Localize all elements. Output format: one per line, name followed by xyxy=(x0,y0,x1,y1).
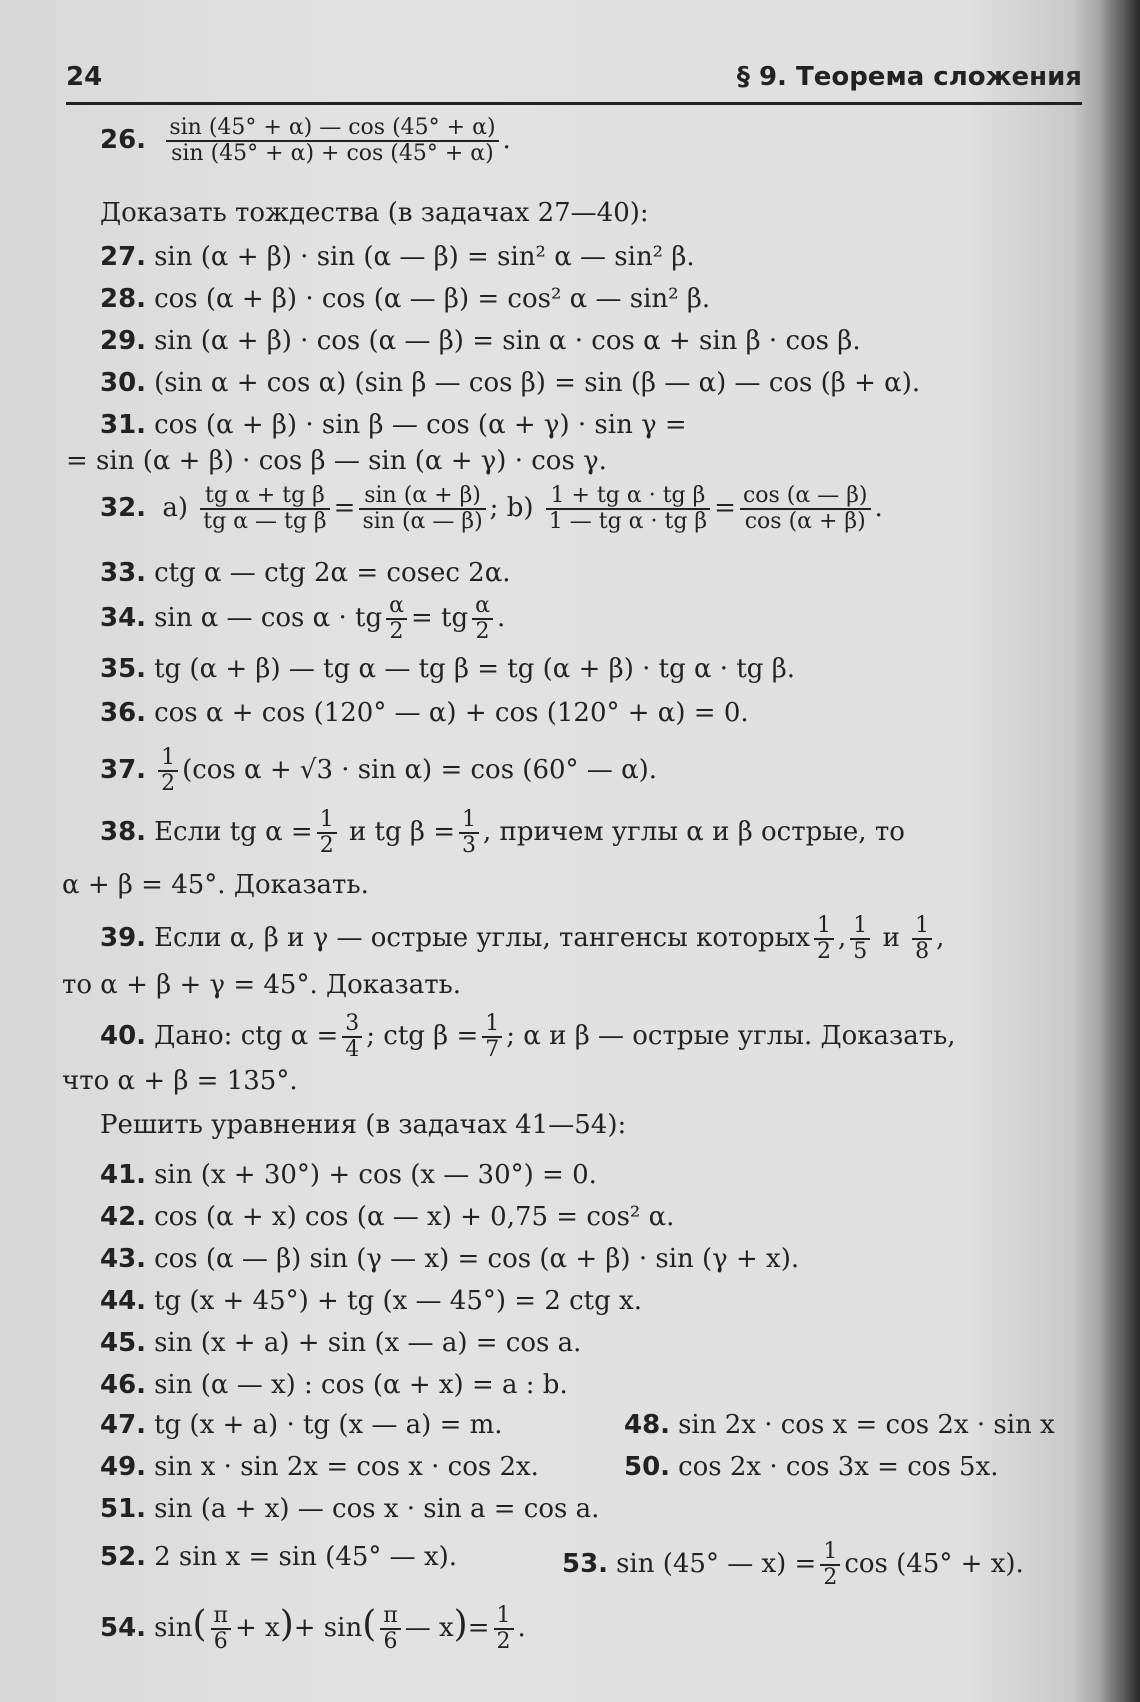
fraction: $\frac{1}{5}$ xyxy=(850,914,870,964)
problem-40-continued: что α + β = 135°. xyxy=(62,1066,298,1096)
page-header xyxy=(66,62,1082,105)
fraction: $\frac{3}{4}$ xyxy=(342,1012,362,1062)
problem-36: 36. cos α + cos (120° — α) + cos (120° + α) = 0. xyxy=(100,698,749,728)
problem-27: 27. sin (α + β) · sin (α — β) = sin² α — sin² β. xyxy=(100,242,695,272)
fraction: $\frac{1}{2}$ xyxy=(814,914,834,964)
page-spine-shadow xyxy=(1100,0,1140,1702)
problem-39: 39. Если α, β и γ — острые углы, тангенсы которых $\frac{1}{2}$ , $\frac{1}{5}$ и $\frac{1}{8}$ , xyxy=(100,913,945,964)
fraction: $\frac{\pi}{6}$ xyxy=(211,1604,231,1654)
fraction: $\frac{1}{8}$ xyxy=(912,914,932,964)
fraction: $\frac{\sin (\alpha + \beta)}{\sin (\alpha — \beta)}$ xyxy=(359,484,485,534)
problem-51: 51. sin (a + x) — cos x · sin a = cos a. xyxy=(100,1494,600,1524)
fraction: $\frac{1}{2}$ xyxy=(317,808,337,858)
intro-equations: Решить уравнения (в задачах 41—54): xyxy=(100,1110,627,1140)
problem-32: 32. a) $\frac{\text{tg α + tg β}}{\text{tg α — tg β}}$ = $\frac{\sin (\alpha + \beta)}{\sin (\alpha — \beta)}$ ; b) $\frac{\text{1 + tg α · tg β}}{\text{1 — tg α · tg β}}$ = $\frac{\cos (\alpha — \beta)}{\cos (\alpha + \beta)}$ . xyxy=(100,483,883,534)
fraction: $\frac{1}{7}$ xyxy=(482,1012,502,1062)
fraction: $\frac{\alpha}{2}$ xyxy=(472,594,493,644)
problem-38-continued: α + β = 45°. Доказать. xyxy=(62,870,369,900)
problem-41: 41. sin (x + 30°) + cos (x — 30°) = 0. xyxy=(100,1160,597,1190)
problem-40: 40. Дано: ctg α = $\frac{3}{4}$ ; ctg β = $\frac{1}{7}$ ; α и β — острые углы. Доказать, xyxy=(100,1011,956,1062)
problem-35: 35. tg (α + β) — tg α — tg β = tg (α + β) · tg α · tg β. xyxy=(100,654,795,684)
fraction: $\frac{\alpha}{2}$ xyxy=(386,594,407,644)
problem-48: 48. sin 2x · cos x = cos 2x · sin x xyxy=(624,1410,1055,1440)
problem-45: 45. sin (x + a) + sin (x — a) = cos a. xyxy=(100,1328,582,1358)
fraction: $\frac{1}{2}$ xyxy=(158,746,178,796)
fraction: $\frac{\text{tg α + tg β}}{\text{tg α — tg β}}$ xyxy=(200,484,329,534)
problem-29: 29. sin (α + β) · cos (α — β) = sin α · cos α + sin β · cos β. xyxy=(100,326,861,356)
fraction: $\frac{\text{1 + tg α · tg β}}{\text{1 — tg α · tg β}}$ xyxy=(546,484,710,534)
problem-53: 53. sin (45° — x) = $\frac{1}{2}$ cos (45° + x). xyxy=(562,1539,1024,1590)
problem-42: 42. cos (α + x) cos (α — x) + 0,75 = cos² α. xyxy=(100,1202,675,1232)
problem-50: 50. cos 2x · cos 3x = cos 5x. xyxy=(624,1452,999,1482)
problem-26: 26. $\frac{\sin (45^\circ + \alpha) — \cos (45^\circ + \alpha)}{\sin (45^\circ + \alpha) + \cos (45^\circ + \alpha)}$ . xyxy=(100,115,511,166)
fraction: $\frac{\sin (45^\circ + \alpha) — \cos (45^\circ + \alpha)}{\sin (45^\circ + \alpha) + \cos (45^\circ + \alpha)}$ xyxy=(166,116,498,166)
intro-identities: Доказать тождества (в задачах 27—40): xyxy=(100,198,649,228)
problem-37: 37. $\frac{1}{2}$ (cos α + √3 · sin α) = cos (60° — α). xyxy=(100,745,658,796)
problem-49: 49. sin x · sin 2x = cos x · cos 2x. xyxy=(100,1452,539,1482)
problem-44: 44. tg (x + 45°) + tg (x — 45°) = 2 ctg x. xyxy=(100,1286,642,1316)
problem-46: 46. sin (α — x) : cos (α + x) = a : b. xyxy=(100,1370,568,1400)
problem-47: 47. tg (x + a) · tg (x — a) = m. xyxy=(100,1410,503,1440)
problem-30: 30. (sin α + cos α) (sin β — cos β) = sin (β — α) — cos (β + α). xyxy=(100,368,921,398)
problem-43: 43. cos (α — β) sin (γ — x) = cos (α + β) · sin (γ + x). xyxy=(100,1244,800,1274)
problem-52: 52. 2 sin x = sin (45° — x). xyxy=(100,1542,458,1572)
fraction: $\frac{1}{2}$ xyxy=(494,1604,514,1654)
section-title: § 9. Теорема сложения xyxy=(736,62,1082,92)
problem-33: 33. ctg α — ctg 2α = cosec 2α. xyxy=(100,558,511,588)
fraction: $\frac{1}{3}$ xyxy=(459,808,479,858)
problem-54: 54. sin( $\frac{\pi}{6}$ + x)+ sin( $\frac{\pi}{6}$ — x)= $\frac{1}{2}$ . xyxy=(100,1603,526,1654)
problem-38: 38. Если tg α = $\frac{1}{2}$ и tg β = $\frac{1}{3}$ , причем углы α и β острые, то xyxy=(100,807,905,858)
page-number: 24 xyxy=(66,62,103,92)
problem-31-continued: = sin (α + β) · cos β — sin (α + γ) · cos γ. xyxy=(66,446,607,476)
problem-31: 31. cos (α + β) · sin β — cos (α + γ) · sin γ = xyxy=(100,410,687,440)
problem-28: 28. cos (α + β) · cos (α — β) = cos² α — sin² β. xyxy=(100,284,711,314)
problem-34: 34. sin α — cos α · tg $\frac{\alpha}{2}$ = tg $\frac{\alpha}{2}$ . xyxy=(100,593,506,644)
fraction: $\frac{\pi}{6}$ xyxy=(380,1604,400,1654)
problem-39-continued: то α + β + γ = 45°. Доказать. xyxy=(62,970,462,1000)
fraction: $\frac{1}{2}$ xyxy=(820,1540,840,1590)
fraction: $\frac{\cos (\alpha — \beta)}{\cos (\alpha + \beta)}$ xyxy=(740,484,871,534)
